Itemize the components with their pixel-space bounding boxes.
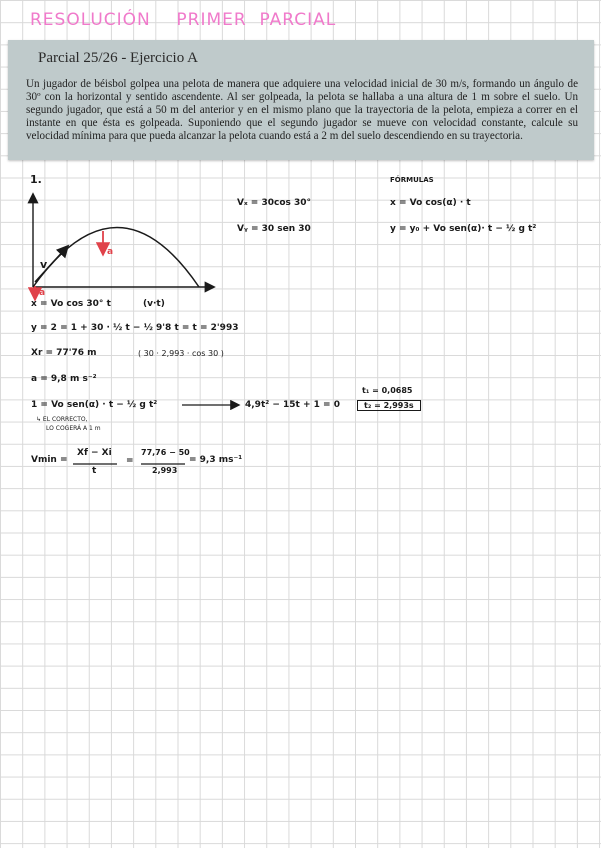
vmin-denominator-values: 2,993: [152, 466, 178, 475]
note-catch: LO COGERÁ A 1 m: [46, 425, 101, 432]
vmin-equals: =: [126, 456, 134, 466]
exercise-title: Parcial 25/26 - Ejercicio A: [38, 50, 198, 66]
step-quadratic: 1 = Vo sen(α) · t − ½ g t²: [31, 400, 158, 410]
acceleration-label-top: a: [107, 247, 114, 257]
root-t1: t₁ = 0,0685: [362, 386, 413, 395]
vmin-result: = 9,3 ms⁻¹: [189, 455, 243, 465]
formulas-heading: FÓRMULAS: [390, 176, 434, 184]
vx-component: Vₓ = 30cos 30°: [237, 198, 312, 208]
step-acceleration: a = 9,8 m s⁻²: [31, 374, 97, 384]
velocity-label: v: [40, 258, 48, 271]
step-x-equation: x = Vo cos 30° t: [31, 299, 111, 309]
vmin-numerator-values: 77,76 − 50: [141, 448, 190, 457]
vmin-label: Vmin =: [31, 455, 68, 465]
step-x-note: (v·t): [143, 299, 165, 309]
note-correct: ↳ EL CORRECTO,: [36, 416, 88, 423]
step-y-equation: y = 2 = 1 + 30 · ½ t − ½ 9'8 t = t = 2'993: [31, 323, 239, 333]
formula-y: y = y₀ + Vo sen(α)· t − ½ g t²: [390, 224, 537, 234]
step-xr: Xr = 77'76 m: [31, 348, 97, 358]
exercise-text: Un jugador de béisbol golpea una pelota de manera que adquiere una velocidad inicial de 30 m/s, formando un ángulo de 30º con la horizontal y sentido ascendente. Al ser golpeada, la pelota se hallaba a una altura de 1 m sobre el suelo. Un segundo jugador, que está a 50 m del anterior y en el mismo plano que la trayectoria de la pelota, empieza a correr en el instante en que ésta es golpeada. Suponiendo que el segundo jugador se mueve con velocidad constante, calcule su velocidad mínima para que pueda alcanzar la pelota cuando está a 2 m del suelo descendiendo en su trayectoria.: [26, 78, 578, 142]
page-title: RESOLUCIÓN PRIMER PARCIAL: [30, 10, 337, 30]
vmin-denominator: t: [92, 466, 97, 476]
formula-x: x = Vo cos(α) · t: [390, 198, 471, 208]
vmin-numerator: Xf − Xi: [77, 448, 112, 458]
root-t2-boxed: t₂ = 2,993s: [357, 400, 421, 411]
vy-component: Vᵧ = 30 sen 30: [237, 224, 311, 234]
step-quadratic-result: 4,9t² − 15t + 1 = 0: [245, 400, 340, 410]
item-number: 1.: [30, 173, 42, 186]
step-xr-note: ( 30 · 2,993 · cos 30 ): [138, 349, 224, 358]
acceleration-label-bottom: a: [39, 288, 46, 298]
